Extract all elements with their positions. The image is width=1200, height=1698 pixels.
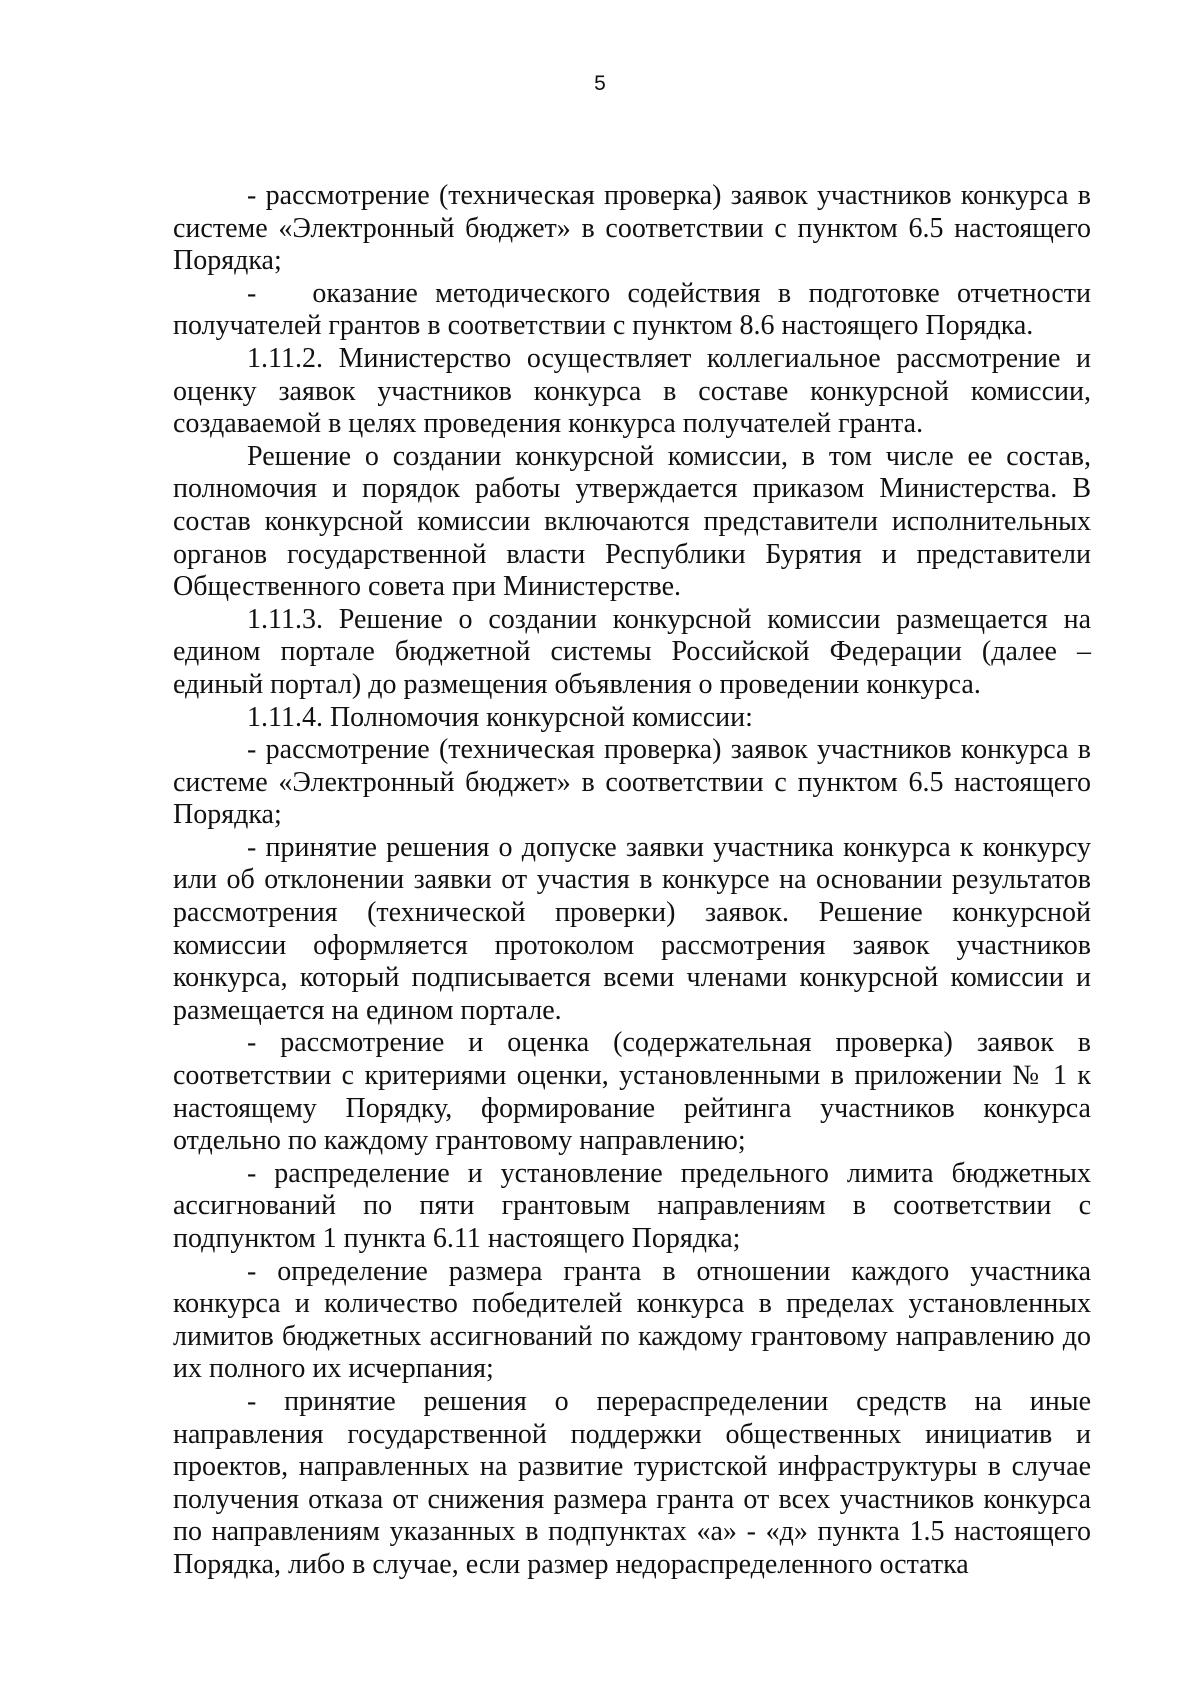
paragraph-budget-distribution: - распределение и установление предельного лимита бюджетных ассигнований по пяти грантовым направлениям в соответствии с подпунктом 1 пункта 6.11 настоящего Порядка; <box>173 1157 1091 1254</box>
paragraph-technical-check: - рассмотрение (техническая проверка) заявок участников конкурса в системе «Электронный бюджет» в соответствии с пунктом 6.5 настоящего Порядка; <box>173 180 1091 277</box>
paragraph-commission-technical-check: - рассмотрение (техническая проверка) заявок участников конкурса в системе «Электронный бюджет» в соответствии с пунктом 6.5 настоящего Порядка; <box>173 734 1091 831</box>
paragraph-1-11-4: 1.11.4. Полномочия конкурсной комиссии: <box>247 701 753 733</box>
paragraph-1-11-3: 1.11.3. Решение о создании конкурсной комиссии размещается на едином портале бюджетной системы Российской Федерации (далее – единый портал) до размещения объявления о проведении конкурса. <box>173 603 1091 700</box>
paragraph-methodical-support: - оказание методического содействия в подготовке отчетности получателей грантов в соответствии с пунктом 8.6 настоящего Порядка. <box>173 277 1091 342</box>
paragraph-redistribution: - принятие решения о перераспределении средств на иные направления государственной поддержки общественных инициатив и проектов, направленных на развитие туристской инфраструктуры в случае получения отказа от снижения размера гранта от всех участников конкурса по направлениям указанных в подпунктах «а» - «д» пункта 1.5 настоящего Порядка, либо в случае, если размер недораспределенного остатка <box>173 1385 1091 1580</box>
document-body <box>173 180 1091 1582</box>
page-number: 5 <box>594 72 606 95</box>
paragraph-grant-size: - определение размера гранта в отношении каждого участника конкурса и количество победителей конкурса в пределах установленных лимитов бюджетных ассигнований по каждому грантовому направлению до их полного их исчерпания; <box>173 1255 1091 1385</box>
paragraph-commission-decision: Решение о создании конкурсной комиссии, в том числе ее состав, полномочия и порядок работы утверждается приказом Министерства. В состав конкурсной комиссии включаются представители исполнительных органов государственной власти Республики Бурятия и представители Общественного совета при Министерстве. <box>173 440 1091 603</box>
paragraph-admission-decision: - принятие решения о допуске заявки участника конкурса к конкурсу или об отклонении заявки от участия в конкурсе на основании результатов рассмотрения (технической проверки) заявок. Решение конкурсной комиссии оформляется протоколом рассмотрения заявок участников конкурса, который подписывается всеми членами конкурсной комиссии и размещается на едином портале. <box>173 831 1091 1026</box>
paragraph-1-11-2: 1.11.2. Министерство осуществляет коллегиальное рассмотрение и оценку заявок участников конкурса в составе конкурсной комиссии, создаваемой в целях проведения конкурса получателей гранта. <box>173 342 1091 440</box>
paragraph-evaluation: - рассмотрение и оценка (содержательная проверка) заявок в соответствии с критериями оценки, установленными в приложении № 1 к настоящему Порядку, формирование рейтинга участников конкурса отдельно по каждому грантовому направлению; <box>173 1027 1091 1157</box>
